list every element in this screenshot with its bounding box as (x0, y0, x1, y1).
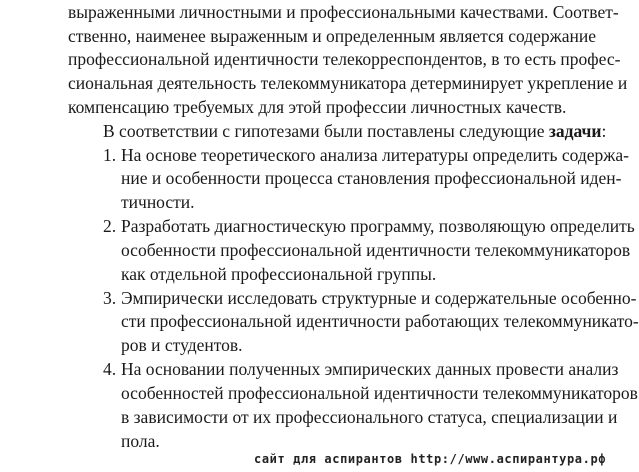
paragraph-line: профессиональной идентичности телекорреспондентов, в то есть профес- (68, 49, 621, 70)
list-item-number: 4. (103, 359, 117, 380)
paragraph-line: сиональная деятельность телекоммуникатора детерминирует укрепление и (68, 73, 628, 94)
site-footer-watermark: сайт для аспирантов http://www.аспирантура.рф (254, 452, 607, 466)
tasks-intro (103, 121, 606, 141)
list-item-line: в зависимости от их профессионального статуса, специализации и (121, 406, 618, 427)
tasks-intro-text: В соответствии с гипотезами были поставлены следующие (103, 120, 549, 141)
list-item-line: особенности профессиональной идентичности телекоммуникаторов (121, 239, 631, 260)
list-item-line: как отдельной профессиональной группы. (121, 263, 437, 284)
list-item-line: сти профессиональной идентичности работающих телекоммуникато- (121, 311, 639, 332)
list-item-line: пола. (121, 430, 160, 451)
list-item-line: На основании полученных эмпирических данных провести анализ (121, 359, 619, 380)
list-item-line: Разработать диагностическую программу, позволяющую определить (121, 216, 635, 237)
tasks-intro-colon: : (601, 120, 607, 141)
list-item-number: 2. (103, 216, 117, 237)
list-item-number: 3. (103, 287, 117, 308)
paragraph-line: компенсацию требуемых для этой профессии личностных качеств. (68, 97, 567, 118)
list-item-line: особенностей профессиональной идентичности телекоммуникаторов (121, 382, 638, 403)
list-item-line: ние и особенности процесса становления профессиональной иден- (121, 168, 622, 189)
tasks-intro-bold: задачи (548, 120, 602, 141)
list-item-line: ров и студентов. (121, 335, 243, 356)
paragraph-line: ственно, наименее выраженным и определенным является содержание (68, 25, 597, 46)
list-item-line: На основе теоретического анализа литературы определить содержа- (121, 144, 629, 165)
list-item-number: 1. (103, 144, 117, 165)
list-item-line: тичности. (121, 192, 195, 213)
paragraph-line: выраженными личностными и профессиональными качествами. Соответ- (68, 1, 619, 22)
list-item-line: Эмпирически исследовать структурные и содержательные особенно- (121, 287, 637, 308)
